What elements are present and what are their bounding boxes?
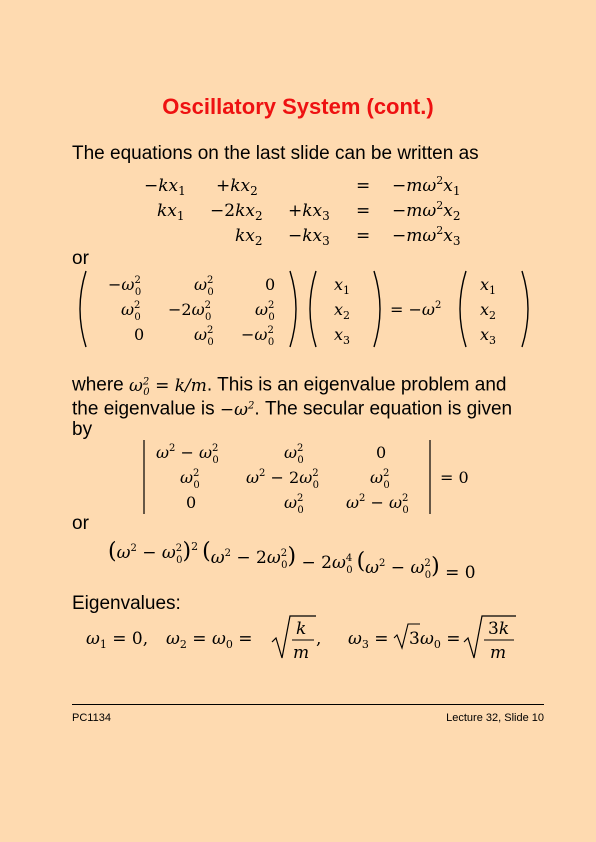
- svg-text:+kx3: $+kx_3$: [288, 201, 330, 223]
- svg-text:−2ω20: $-2\omega^2$ 0: [168, 300, 212, 323]
- svg-text:−ω20: $-\omega^2$ 0: [108, 275, 142, 298]
- svg-text:ω2 − ω20: $\omega^2 - \omega^2$ 0: [346, 493, 409, 516]
- equation-system: [130, 172, 490, 248]
- svg-text:x3: $x_3$: [480, 325, 497, 347]
- svg-text:=: =: [356, 201, 371, 221]
- where-suffix: . This is an eigenvalue problem and: [206, 374, 507, 396]
- svg-text:3k: 3k: [488, 619, 510, 639]
- svg-text:−ω20: $-\omega^2$ 0: [241, 325, 275, 348]
- svg-text:ω1 = 0,: $\omega_1 = 0$,: [86, 629, 149, 651]
- svg-text:m: m: [490, 643, 507, 663]
- svg-text:x1: $x_1$: [334, 275, 351, 297]
- svg-text:ω2 − ω20: $\omega^2 - \omega^2$ 0: [156, 443, 219, 466]
- svg-text:m: m: [293, 643, 310, 663]
- svg-text:−kx1: $-kx_1$: [144, 176, 186, 198]
- matrix-equation: [72, 268, 532, 350]
- eigenvalues-equation: [86, 612, 536, 668]
- eigenvalue-line: [72, 394, 512, 422]
- svg-text:ω0 =: $\omega_0$ =: [420, 629, 461, 651]
- svg-text:ω20: $\omega^2$ 0: [121, 300, 141, 323]
- footer-slide-number: Lecture 32, Slide 10: [446, 712, 544, 724]
- svg-text:ω20: $\omega^2$ 0: [255, 300, 275, 323]
- eigenvalues-label: Eigenvalues:: [72, 593, 181, 614]
- svg-text:−mω2x3: $-m\omega^2x_3$: [392, 224, 461, 248]
- svg-text:=: =: [356, 176, 371, 196]
- by-text: by: [72, 419, 93, 440]
- svg-text:ω2 = ω0 =: $\omega_2 = \omega_0$ =: [166, 629, 253, 651]
- svg-text:−mω2x1: $-m\omega^2x_1$: [392, 174, 461, 198]
- or-text-2: or: [72, 513, 89, 534]
- svg-text:x3: $x_3$: [334, 325, 351, 347]
- svg-text:x2: $x_2$: [334, 300, 351, 322]
- svg-text:−mω2x2: $-m\omega^2x_2$: [392, 199, 461, 223]
- where-prefix: where: [72, 374, 130, 396]
- svg-text:ω20: $\omega^2$ 0: [180, 468, 200, 491]
- svg-text:ω20: $\omega^2$ 0: [194, 325, 214, 348]
- eigenvalue-symbol: $-\omega^2$: [219, 399, 255, 420]
- svg-text:3: 3: [409, 629, 420, 649]
- svg-text:,: ,: [316, 629, 322, 649]
- svg-text:kx2: $kx_2$: [235, 226, 263, 248]
- svg-text:k: k: [296, 619, 307, 639]
- svg-text:=: =: [356, 226, 371, 246]
- svg-text:kx1: $kx_1$: [157, 201, 185, 223]
- characteristic-equation: [108, 534, 508, 583]
- eigenvalue-suffix: . The secular equation is given: [254, 398, 513, 420]
- svg-text:ω2 − 2ω20: $\omega^2 - 2\omega^2$ 0: [246, 468, 319, 491]
- secular-determinant: [140, 436, 480, 518]
- svg-text:ω20: $\omega^2$ 0: [284, 493, 304, 516]
- footer-rule: [72, 704, 544, 705]
- svg-text:0: 0: [265, 275, 276, 294]
- svg-text:−kx3: $-kx_3$: [288, 226, 330, 248]
- or-text-1: or: [72, 248, 89, 269]
- svg-text:0: 0: [134, 325, 145, 344]
- svg-text:0: 0: [186, 493, 197, 512]
- slide-title: Oscillatory System (cont.): [162, 94, 434, 119]
- svg-text:ω3 =: $\omega_3$ =: [348, 629, 389, 651]
- svg-text:0: 0: [376, 443, 387, 462]
- eigenvalue-prefix: the eigenvalue is: [72, 398, 220, 420]
- svg-text:ω20: $\omega^2$ 0: [370, 468, 390, 491]
- svg-text:+kx2: $+kx_2$: [216, 176, 258, 198]
- omega0-definition: $\omega^2_0 = k/m$: [129, 375, 207, 399]
- svg-text:= 0: = 0: [440, 468, 469, 487]
- svg-text:x2: $x_2$: [480, 300, 497, 322]
- intro-text: The equations on the last slide can be written as: [72, 143, 479, 164]
- svg-text:= −ω2: = $-\omega^2$: [390, 300, 442, 319]
- svg-text:(ω2 − ω20)2(ω2 − 2ω20) − 2ω40(: ($\omega^2 - \omega^2$ 0)$^2$ ($\omega^2 - 2\omega^2$ $0) - 2\omega^4$ 0 ($\omega^2 - \omega^2$ 0) = 0: [108, 539, 476, 583]
- footer-course: PC1134: [72, 712, 111, 724]
- svg-text:ω20: $\omega^2$ 0: [284, 443, 304, 466]
- svg-text:−2kx2: $-2kx_2$: [210, 201, 263, 223]
- svg-text:ω20: $\omega^2$ 0: [194, 275, 214, 298]
- svg-text:x1: $x_1$: [480, 275, 497, 297]
